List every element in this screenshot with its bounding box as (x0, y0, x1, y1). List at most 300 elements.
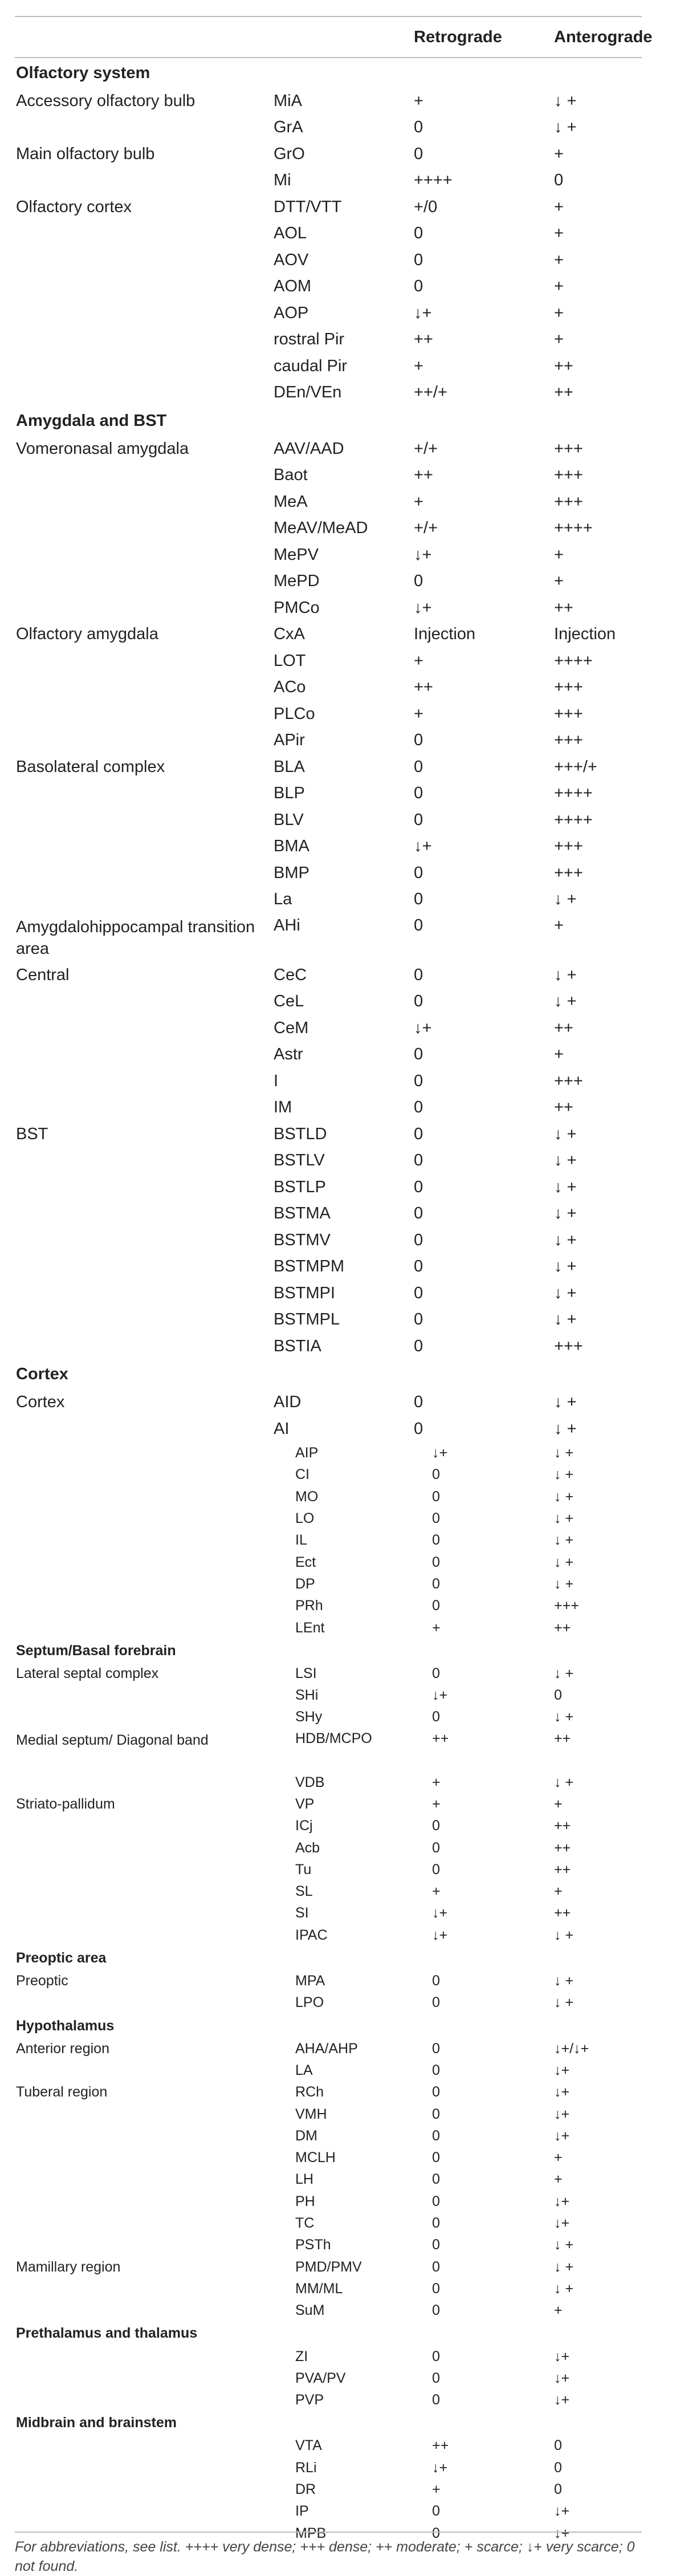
table-row (15, 2367, 642, 2389)
retrograde-cell: 0 (432, 2302, 440, 2319)
abbreviation-cell: TC (295, 2215, 315, 2232)
retrograde-cell: 0 (432, 2106, 440, 2122)
table-row (15, 2191, 642, 2212)
abbreviation-cell: BLV (274, 810, 304, 829)
table-row (15, 2346, 642, 2367)
region-cell: Main olfactory bulb (16, 144, 155, 163)
retrograde-cell: 0 (432, 2040, 440, 2057)
retrograde-cell: ++/+ (414, 383, 447, 402)
abbreviation-cell: IPAC (295, 1927, 328, 1943)
table-row (15, 1684, 642, 1706)
anterograde-cell: ↓ + (554, 1393, 577, 1412)
abbreviation-cell: AOV (274, 250, 309, 269)
retrograde-cell: 0 (432, 1861, 440, 1878)
retrograde-cell: 0 (414, 1124, 424, 1143)
anterograde-cell: ↓+ (554, 2084, 570, 2100)
retrograde-cell: ↓+ (414, 545, 432, 564)
retrograde-cell: 0 (414, 1098, 424, 1117)
table-row (15, 1903, 642, 1924)
anterograde-cell: ++ (554, 1018, 573, 1037)
table-row (15, 2147, 642, 2169)
retrograde-cell: + (414, 492, 424, 511)
anterograde-cell: + (554, 277, 564, 296)
anterograde-cell: ++ (554, 1861, 571, 1878)
table-footnote: For abbreviations, see list. ++++ very dense; +++ dense; ++ moderate; + scarce; ↓+ very scarce; 0 not found. (15, 2532, 642, 2576)
section-title: Hypothalamus (16, 2017, 115, 2034)
anterograde-cell: ++ (554, 383, 573, 402)
header-retrograde: Retrograde (414, 27, 502, 46)
retrograde-cell: Injection (414, 625, 476, 644)
table-row (15, 1508, 642, 1529)
anterograde-cell: ↓ + (554, 1230, 577, 1249)
table-row (15, 568, 642, 595)
table-row (15, 2082, 642, 2103)
retrograde-cell: ↓+ (432, 1927, 448, 1943)
table-row (15, 1837, 642, 1859)
table-row (15, 247, 642, 274)
table-row (15, 1617, 642, 1639)
retrograde-cell: 0 (414, 1257, 424, 1276)
abbreviation-cell: BSTMPM (274, 1257, 345, 1276)
table-row (15, 542, 642, 568)
anterograde-cell: ↓+ (554, 2348, 570, 2364)
retrograde-cell: ++ (414, 466, 433, 485)
abbreviation-cell: CI (295, 1466, 310, 1483)
abbreviation-cell: MeA (274, 492, 308, 511)
region-cell: Olfactory amygdala (16, 625, 158, 644)
table-row (15, 327, 642, 354)
retrograde-cell: 0 (414, 965, 424, 984)
region-cell: Cortex (16, 1393, 65, 1412)
retrograde-cell: 0 (432, 1598, 440, 1614)
abbreviation-cell: BLA (274, 757, 305, 776)
retrograde-cell: 0 (432, 1554, 440, 1570)
anterograde-cell: + (554, 545, 564, 564)
retrograde-cell: + (432, 1619, 441, 1636)
anterograde-cell: ↓+ (554, 2370, 570, 2386)
abbreviation-cell: Acb (295, 1839, 320, 1856)
abbreviation-cell: AIP (295, 1445, 319, 1461)
retrograde-cell: 0 (432, 2392, 440, 2408)
abbreviation-cell: PSTh (295, 2237, 331, 2253)
anterograde-cell: +++ (554, 492, 583, 511)
retrograde-cell: 0 (432, 2280, 440, 2297)
table-row (15, 1280, 642, 1307)
section-header (15, 1360, 642, 1389)
table-row (15, 2278, 642, 2299)
table-row (15, 1443, 642, 1464)
anterograde-cell: 0 (554, 2437, 562, 2454)
section-header (15, 2322, 642, 2346)
retrograde-cell: 0 (432, 1994, 440, 2011)
retrograde-cell: 0 (414, 1419, 424, 1438)
region-cell: Olfactory cortex (16, 197, 132, 216)
section-title: Midbrain and brainstem (16, 2415, 177, 2431)
anterograde-cell: ↓ + (554, 890, 577, 909)
retrograde-cell: 0 (432, 2237, 440, 2253)
anterograde-cell: ++ (554, 1818, 571, 1834)
region-cell: Tuberal region (16, 2084, 108, 2100)
anterograde-cell: +++ (554, 837, 583, 856)
table-row (15, 1970, 642, 1992)
abbreviation-cell: BSTMV (274, 1230, 331, 1249)
anterograde-cell: ↓ + (554, 1709, 574, 1725)
retrograde-cell: + (432, 2481, 441, 2498)
anterograde-cell: ↓+ (554, 2062, 570, 2078)
anterograde-cell: ↓ + (554, 1994, 574, 2011)
retrograde-cell: 0 (414, 1283, 424, 1302)
abbreviation-cell: GrO (274, 144, 305, 163)
abbreviation-cell: BSTIA (274, 1336, 321, 1355)
table-row (15, 1881, 642, 1903)
table-row (15, 1464, 642, 1486)
table-body-small (15, 1443, 642, 2545)
anterograde-cell: + (554, 572, 564, 591)
table-row (15, 1148, 642, 1175)
retrograde-cell: 0 (414, 1071, 424, 1090)
anterograde-cell: 0 (554, 2481, 562, 2498)
table-row (15, 436, 642, 462)
table-row (15, 353, 642, 380)
anterograde-cell: ↓ + (554, 1774, 574, 1790)
retrograde-cell: 0 (414, 757, 424, 776)
abbreviation-cell: BSTLP (274, 1177, 326, 1196)
anterograde-cell: +++ (554, 1336, 583, 1355)
table-row (15, 2125, 642, 2147)
abbreviation-cell: CeL (274, 992, 304, 1011)
abbreviation-cell: LA (295, 2062, 313, 2078)
abbreviation-cell: AOL (274, 224, 307, 243)
anterograde-cell: +++ (554, 466, 583, 485)
anterograde-cell: + (554, 2171, 563, 2188)
table-row (15, 648, 642, 675)
table-row (15, 489, 642, 515)
retrograde-cell: +/+ (414, 439, 438, 458)
retrograde-cell: 0 (414, 992, 424, 1011)
anterograde-cell: ++ (554, 1839, 571, 1856)
abbreviation-cell: AHA/AHP (295, 2040, 358, 2057)
table-row (15, 221, 642, 247)
anterograde-cell: ↓ + (554, 1204, 577, 1223)
abbreviation-cell: AID (274, 1393, 302, 1412)
retrograde-cell: 0 (414, 784, 424, 803)
table-row (15, 595, 642, 621)
anterograde-cell: + (554, 144, 564, 163)
retrograde-cell: 0 (414, 1045, 424, 1064)
abbreviation-cell: VMH (295, 2106, 327, 2122)
section-header (15, 406, 642, 436)
region-cell: BST (16, 1124, 48, 1143)
retrograde-cell: 0 (414, 863, 424, 882)
retrograde-cell: 0 (432, 2084, 440, 2100)
retrograde-cell: 0 (414, 1177, 424, 1196)
abbreviation-cell: LPO (295, 1994, 324, 2011)
abbreviation-cell: VP (295, 1796, 315, 1812)
retrograde-cell: 0 (414, 731, 424, 750)
anterograde-cell: ↓+ (554, 2127, 570, 2144)
anterograde-cell: +++ (554, 704, 583, 723)
retrograde-cell: 0 (414, 250, 424, 269)
anterograde-cell: ++ (554, 356, 573, 375)
anterograde-cell: ↓ + (554, 1466, 574, 1483)
abbreviation-cell: SI (295, 1905, 309, 1921)
table-row (15, 1771, 642, 1793)
table-row (15, 2212, 642, 2234)
table-row (15, 141, 642, 168)
retrograde-cell: ++ (432, 2437, 449, 2454)
anterograde-cell: +++ (554, 1598, 579, 1614)
anterograde-cell: +++ (554, 731, 583, 750)
retrograde-cell: 0 (432, 2150, 440, 2166)
anterograde-cell: + (554, 224, 564, 243)
table-row (15, 913, 642, 962)
abbreviation-cell: LO (295, 1510, 315, 1527)
table-row (15, 1859, 642, 1880)
table-row (15, 88, 642, 115)
table-row (15, 1015, 642, 1042)
anterograde-cell: ↓+ (554, 2392, 570, 2408)
abbreviation-cell: MM/ML (295, 2280, 343, 2297)
retrograde-cell: 0 (414, 277, 424, 296)
abbreviation-cell: MePV (274, 545, 319, 564)
abbreviation-cell: AHi (274, 916, 300, 934)
region-cell: Basolateral complex (16, 757, 165, 776)
abbreviation-cell: MePD (274, 572, 320, 591)
section-header (15, 1946, 642, 1970)
abbreviation-cell: MO (295, 1488, 319, 1505)
anterograde-cell: ++++ (554, 810, 593, 829)
retrograde-cell: 0 (432, 2193, 440, 2209)
table-row (15, 860, 642, 887)
table-row (15, 834, 642, 860)
table-row (15, 1815, 642, 1837)
table-row (15, 1663, 642, 1684)
anterograde-cell: + (554, 2302, 563, 2319)
table-row (15, 2457, 642, 2479)
table-row (15, 728, 642, 754)
table-row (15, 274, 642, 300)
anterograde-cell: +++/+ (554, 757, 597, 776)
table-row (15, 1530, 642, 1551)
anterograde-cell: ↓ + (554, 1532, 574, 1549)
abbreviation-cell: BSTMPL (274, 1310, 340, 1329)
retrograde-cell: + (432, 1774, 441, 1790)
abbreviation-cell: Ect (295, 1554, 316, 1570)
region-cell: Medial septum/ Diagonal band (16, 1732, 209, 1749)
anterograde-cell: ↓ + (554, 1488, 574, 1505)
anterograde-cell: ++++ (554, 784, 593, 803)
abbreviation-cell: RLi (295, 2459, 317, 2476)
abbreviation-cell: BSTMPI (274, 1283, 335, 1302)
anterograde-cell: + (554, 303, 564, 322)
retrograde-cell: 0 (414, 1230, 424, 1249)
anterograde-cell: ↓+ (554, 2193, 570, 2209)
abbreviation-cell: BMA (274, 837, 310, 856)
abbreviation-cell: GrA (274, 118, 303, 137)
table-row (15, 1254, 642, 1281)
table-row (15, 1389, 642, 1416)
anterograde-cell: ↓+/↓+ (554, 2040, 589, 2057)
section-header (15, 1639, 642, 1663)
anterograde-cell: ↓ + (554, 1510, 574, 1527)
retrograde-cell: +/0 (414, 197, 438, 216)
anterograde-cell: +++ (554, 678, 583, 697)
retrograde-cell: 0 (414, 916, 424, 934)
table-row (15, 887, 642, 913)
region-cell: Accessory olfactory bulb (16, 91, 196, 110)
anterograde-cell: ↓ + (554, 1973, 574, 1989)
table-row (15, 1486, 642, 1508)
abbreviation-cell: PMD/PMV (295, 2258, 362, 2275)
anterograde-cell: ↓+ (554, 2106, 570, 2122)
retrograde-cell: 0 (432, 2525, 440, 2541)
anterograde-cell: ↓ + (554, 2280, 574, 2297)
abbreviation-cell: I (274, 1071, 279, 1090)
table-row (15, 1416, 642, 1443)
abbreviation-cell: MeAV/MeAD (274, 519, 368, 538)
retrograde-cell: 0 (432, 1665, 440, 1681)
anterograde-cell: ↓ + (554, 118, 577, 137)
anterograde-cell: + (554, 916, 564, 934)
table-row (15, 2501, 642, 2522)
abbreviation-cell: AI (274, 1419, 290, 1438)
abbreviation-cell: PLCo (274, 704, 315, 723)
anterograde-cell: ↓ + (554, 91, 577, 110)
abbreviation-cell: MPA (295, 1973, 325, 1989)
retrograde-cell: ↓+ (414, 303, 432, 322)
abbreviation-cell: BSTMA (274, 1204, 331, 1223)
retrograde-cell: + (432, 1883, 441, 1900)
anterograde-cell: ↓+ (554, 2215, 570, 2232)
retrograde-cell: 0 (432, 2215, 440, 2232)
anterograde-cell: + (554, 1883, 563, 1900)
abbreviation-cell: IL (295, 1532, 307, 1549)
anterograde-cell: ↓+ (554, 2503, 570, 2520)
retrograde-cell: 0 (414, 810, 424, 829)
table-row (15, 621, 642, 648)
retrograde-cell: ++ (414, 330, 433, 349)
anterograde-cell: ++++ (554, 651, 593, 670)
table-row (15, 1728, 642, 1771)
abbreviation-cell: LEnt (295, 1619, 325, 1636)
table-row (15, 1121, 642, 1148)
abbreviation-cell: BSTLV (274, 1151, 325, 1170)
abbreviation-cell: ZI (295, 2348, 308, 2364)
table-row (15, 462, 642, 489)
table-row (15, 1595, 642, 1617)
region-cell: Striato-pallidum (16, 1796, 115, 1812)
retrograde-cell: 0 (414, 1310, 424, 1329)
anterograde-cell: + (554, 250, 564, 269)
anterograde-cell: ↓ + (554, 1445, 574, 1461)
table-row (15, 1333, 642, 1360)
table-row (15, 1307, 642, 1334)
anterograde-cell: 0 (554, 171, 564, 190)
table-row (15, 2300, 642, 2322)
anterograde-cell: 0 (554, 1687, 562, 1704)
retrograde-cell: 0 (414, 572, 424, 591)
anterograde-cell: + (554, 197, 564, 216)
anterograde-cell: ++ (554, 1905, 571, 1921)
retrograde-cell: 0 (432, 1973, 440, 1989)
anterograde-cell: ↓ + (554, 1257, 577, 1276)
section-header (15, 2014, 642, 2038)
anterograde-cell: ↓ + (554, 1665, 574, 1681)
region-cell: Vomeronasal amygdala (16, 439, 189, 458)
table-row (15, 2234, 642, 2256)
table-row (15, 2169, 642, 2191)
table-row (15, 1201, 642, 1228)
retrograde-cell: 0 (432, 1709, 440, 1725)
section-title: Amygdala and BST (16, 411, 167, 430)
retrograde-cell: 0 (432, 2503, 440, 2520)
anterograde-cell: ↓ + (554, 1151, 577, 1170)
anterograde-cell: + (554, 330, 564, 349)
abbreviation-cell: Mi (274, 171, 291, 190)
anterograde-cell: ↓ + (554, 965, 577, 984)
retrograde-cell: ++ (414, 678, 433, 697)
abbreviation-cell: BMP (274, 863, 310, 882)
anterograde-cell: ++ (554, 598, 573, 617)
abbreviation-cell: SHy (295, 1709, 323, 1725)
anterograde-cell: ↓ + (554, 2237, 574, 2253)
region-cell: Anterior region (16, 2040, 109, 2057)
section-title: Septum/Basal forebrain (16, 1642, 176, 1659)
anterograde-cell: ++ (554, 1619, 571, 1636)
retrograde-cell: 0 (432, 1818, 440, 1834)
table-row (15, 1068, 642, 1095)
anterograde-cell: ↓ + (554, 1310, 577, 1329)
abbreviation-cell: SHi (295, 1687, 319, 1704)
abbreviation-cell: LOT (274, 651, 306, 670)
abbreviation-cell: caudal Pir (274, 356, 347, 375)
table-row (15, 2435, 642, 2457)
anterograde-cell: ↓ + (554, 1283, 577, 1302)
anterograde-cell: Injection (554, 625, 616, 644)
anterograde-cell: ++++ (554, 519, 593, 538)
retrograde-cell: 0 (432, 2127, 440, 2144)
retrograde-cell: 0 (432, 1575, 440, 1592)
abbreviation-cell: MCLH (295, 2150, 336, 2166)
abbreviation-cell: SL (295, 1883, 313, 1900)
section-header (15, 58, 642, 88)
abbreviation-cell: Astr (274, 1045, 303, 1064)
section-title: Cortex (16, 1365, 68, 1383)
retrograde-cell: 0 (432, 1510, 440, 1527)
abbreviation-cell: VDB (295, 1774, 325, 1790)
table-row (15, 1992, 642, 2014)
header-anterograde: Anterograde (554, 27, 653, 46)
abbreviation-cell: PVA/PV (295, 2370, 346, 2386)
anterograde-cell: + (554, 2150, 563, 2166)
table-row (15, 2059, 642, 2081)
abbreviation-cell: CeC (274, 965, 307, 984)
retrograde-cell: ↓+ (432, 1905, 448, 1921)
retrograde-cell: 0 (414, 224, 424, 243)
abbreviation-cell: PVP (295, 2392, 324, 2408)
anterograde-cell: +++ (554, 863, 583, 882)
retrograde-cell: ↓+ (432, 1687, 448, 1704)
table-row (15, 1924, 642, 1946)
retrograde-cell: + (414, 91, 424, 110)
table-row (15, 2389, 642, 2411)
abbreviation-cell: La (274, 890, 292, 909)
retrograde-cell: 0 (432, 2062, 440, 2078)
table-row (15, 1793, 642, 1815)
table-row (15, 115, 642, 141)
table-row (15, 300, 642, 327)
anterograde-cell: ↓ + (554, 992, 577, 1011)
